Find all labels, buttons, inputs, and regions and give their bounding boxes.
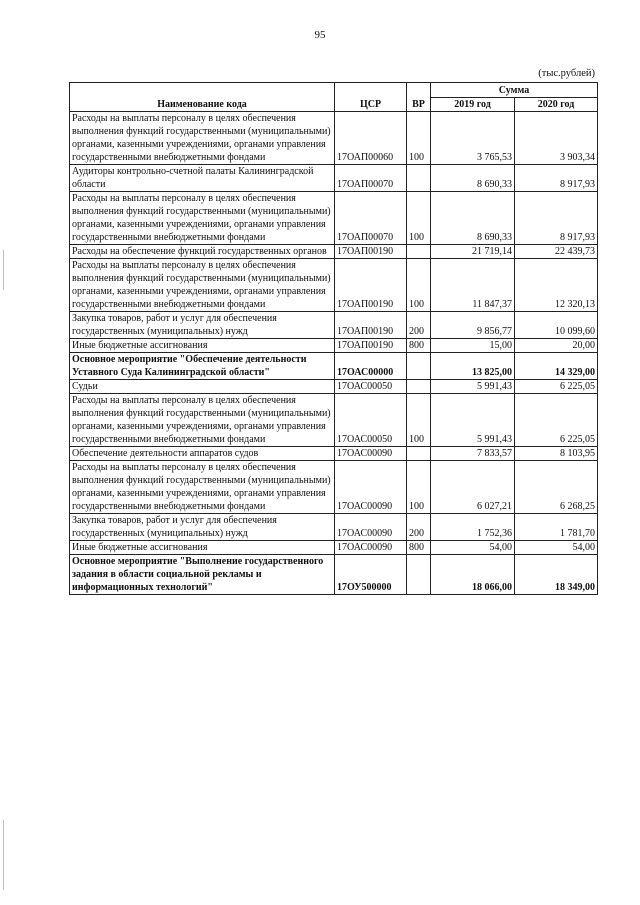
cell-name: Расходы на обеспечение функций государственных органов (70, 245, 335, 259)
cell-vr (407, 353, 431, 380)
cell-y2020: 12 320,13 (515, 259, 598, 312)
cell-name: Расходы на выплаты персоналу в целях обеспечения выполнения функций государственными (муниципальными) органами, казенными учреждениями, органами управления государственными внебюджетными фондами (70, 192, 335, 245)
cell-y2020: 18 349,00 (515, 555, 598, 595)
table-row (70, 394, 598, 447)
cell-code: 17ОАС00090 (335, 541, 407, 555)
cell-name: Основное мероприятие "Выполнение государственного задания в области социальной рекламы и информационных технологий" (70, 555, 335, 595)
table-row (70, 112, 598, 165)
cell-code: 17ОАС00000 (335, 353, 407, 380)
cell-name: Расходы на выплаты персоналу в целях обеспечения выполнения функций государственными (муниципальными) органами, казенными учреждениями, органами управления государственными внебюджетными фондами (70, 112, 335, 165)
cell-vr: 200 (407, 514, 431, 541)
cell-name: Аудиторы контрольно-счетной палаты Калининградской области (70, 165, 335, 192)
cell-vr (407, 165, 431, 192)
cell-y2019: 1 752,36 (431, 514, 515, 541)
cell-vr (407, 555, 431, 595)
table-row (70, 339, 598, 353)
cell-y2020: 54,00 (515, 541, 598, 555)
header-name: Наименование кода (70, 83, 335, 112)
cell-name: Закупка товаров, работ и услуг для обеспечения государственных (муниципальных) нужд (70, 312, 335, 339)
cell-vr (407, 380, 431, 394)
cell-y2019: 9 856,77 (431, 312, 515, 339)
cell-vr (407, 245, 431, 259)
header-sum: Сумма (431, 83, 598, 98)
cell-y2020: 6 268,25 (515, 461, 598, 514)
table-row (70, 245, 598, 259)
cell-y2020: 8 917,93 (515, 192, 598, 245)
cell-code: 17ОАС00090 (335, 514, 407, 541)
cell-code: 17ОАП00190 (335, 245, 407, 259)
table-row (70, 447, 598, 461)
cell-vr: 800 (407, 339, 431, 353)
table-row (70, 461, 598, 514)
table-row (70, 555, 598, 595)
cell-y2020: 3 903,34 (515, 112, 598, 165)
cell-name: Расходы на выплаты персоналу в целях обеспечения выполнения функций государственными (муниципальными) органами, казенными учреждениями, органами управления государственными внебюджетными фондами (70, 259, 335, 312)
cell-y2019: 5 991,43 (431, 394, 515, 447)
cell-name: Судьи (70, 380, 335, 394)
cell-name: Расходы на выплаты персоналу в целях обеспечения выполнения функций государственными (муниципальными) органами, казенными учреждениями, органами управления государственными внебюджетными фондами (70, 461, 335, 514)
table-row (70, 380, 598, 394)
table-row (70, 514, 598, 541)
cell-vr: 800 (407, 541, 431, 555)
cell-y2020: 8 103,95 (515, 447, 598, 461)
cell-y2019: 11 847,37 (431, 259, 515, 312)
table-row (70, 259, 598, 312)
cell-code: 17ОАС00050 (335, 394, 407, 447)
cell-name: Основное мероприятие "Обеспечение деятельности Уставного Суда Калининградской области" (70, 353, 335, 380)
cell-y2019: 15,00 (431, 339, 515, 353)
cell-code: 17ОАП00190 (335, 339, 407, 353)
cell-name: Иные бюджетные ассигнования (70, 339, 335, 353)
table-row (70, 312, 598, 339)
table-row (70, 353, 598, 380)
cell-code: 17ОАП00070 (335, 165, 407, 192)
cell-y2019: 18 066,00 (431, 555, 515, 595)
cell-name: Обеспечение деятельности аппаратов судов (70, 447, 335, 461)
cell-code: 17ОАП00070 (335, 192, 407, 245)
cell-code: 17ОАП00190 (335, 259, 407, 312)
cell-vr: 100 (407, 394, 431, 447)
cell-y2019: 5 991,43 (431, 380, 515, 394)
table-body (70, 112, 598, 595)
header-vr: ВР (407, 83, 431, 112)
units-label: (тыс.рублей) (538, 68, 595, 79)
cell-name: Расходы на выплаты персоналу в целях обеспечения выполнения функций государственными (муниципальными) органами, казенными учреждениями, органами управления государственными внебюджетными фондами (70, 394, 335, 447)
cell-y2019: 6 027,21 (431, 461, 515, 514)
cell-code: 17ОАС00050 (335, 380, 407, 394)
table-row (70, 165, 598, 192)
cell-code: 17ОАП00060 (335, 112, 407, 165)
cell-name: Иные бюджетные ассигнования (70, 541, 335, 555)
cell-code: 17ОАС00090 (335, 447, 407, 461)
cell-code: 17ОАС00090 (335, 461, 407, 514)
table-row (70, 192, 598, 245)
cell-y2019: 8 690,33 (431, 192, 515, 245)
cell-y2020: 6 225,05 (515, 394, 598, 447)
cell-y2019: 7 833,57 (431, 447, 515, 461)
cell-y2019: 54,00 (431, 541, 515, 555)
header-2019: 2019 год (431, 98, 515, 112)
header-csr: ЦСР (335, 83, 407, 112)
cell-y2020: 6 225,05 (515, 380, 598, 394)
cell-y2020: 10 099,60 (515, 312, 598, 339)
cell-y2020: 20,00 (515, 339, 598, 353)
cell-y2020: 14 329,00 (515, 353, 598, 380)
cell-vr: 100 (407, 259, 431, 312)
cell-vr: 100 (407, 112, 431, 165)
cell-vr: 200 (407, 312, 431, 339)
header-2020: 2020 год (515, 98, 598, 112)
cell-y2019: 21 719,14 (431, 245, 515, 259)
cell-y2020: 22 439,73 (515, 245, 598, 259)
page-number: 95 (314, 29, 326, 41)
cell-y2019: 8 690,33 (431, 165, 515, 192)
cell-vr: 100 (407, 461, 431, 514)
cell-vr (407, 447, 431, 461)
cell-y2019: 3 765,53 (431, 112, 515, 165)
cell-y2019: 13 825,00 (431, 353, 515, 380)
cell-y2020: 1 781,70 (515, 514, 598, 541)
table-header (70, 83, 598, 112)
cell-name: Закупка товаров, работ и услуг для обеспечения государственных (муниципальных) нужд (70, 514, 335, 541)
cell-code: 17ОАП00190 (335, 312, 407, 339)
cell-code: 17ОУ500000 (335, 555, 407, 595)
cell-y2020: 8 917,93 (515, 165, 598, 192)
budget-table (69, 82, 598, 595)
cell-vr: 100 (407, 192, 431, 245)
table-row (70, 541, 598, 555)
